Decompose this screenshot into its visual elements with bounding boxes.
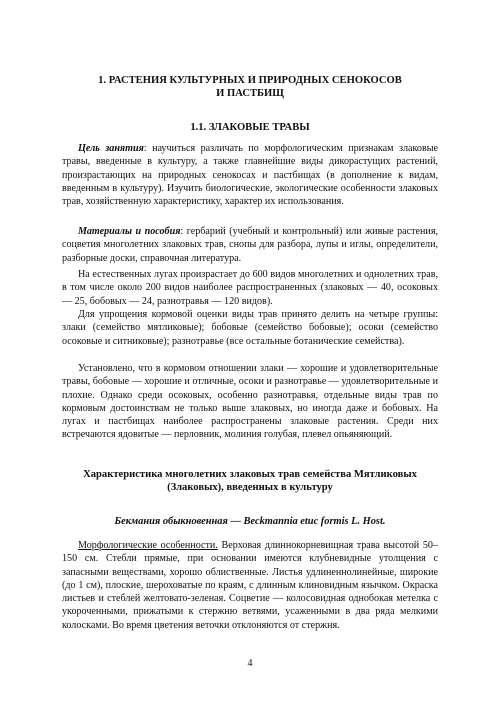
chapter-title-line2: И ПАСТБИЩ bbox=[216, 88, 284, 99]
morphology-label: Морфологические особенности. bbox=[78, 540, 218, 551]
characteristics-heading-line2: (Злаковых), введенных в культуру bbox=[167, 482, 333, 493]
paragraph-groups: Для упрощения кормовой оценки виды трав принято делить на четыре группы: злаки (семейство мятликовые); бобовые (семейство бобовые); осоки (семейство осоковые и ситниковые); разнотравье (все остальные ботанические семейства). bbox=[62, 309, 438, 347]
morphology-paragraph bbox=[62, 539, 438, 632]
materials-paragraph bbox=[62, 225, 438, 265]
materials-text: : гербарий (учебный и контрольный) или живые растения, соцветия многолетних злаковых трав, снопы для разбора, лупы и иглы, определители, разборные доски, справочная литература. bbox=[62, 226, 438, 264]
goal-paragraph bbox=[62, 142, 438, 208]
page-number: 4 bbox=[247, 658, 253, 669]
species-heading: Бекмания обыкновенная — Beckmannia etuc formis L. Host. bbox=[114, 516, 386, 527]
paragraph-feed-value: Установлено, что в кормовом отношении злаки — хорошие и удовлетворительные травы, бобовые — хорошие и отличные, осоки и разнотравье — удовлетворительные и плохие. Однако среди осоковых, особенно разнотравья, отдельные виды трав по кормовым достоинствам не только выше злаковых, но иногда даже и бобовых. На лугах и пастбищах наиболее распространены злаковые растения. Среди них встречаются ядовитые — перловник, молиния голубая, плевел опьяняющий. bbox=[62, 363, 438, 441]
paragraph-species-count: На естественных лугах произрастает до 600 видов многолетних и однолетних трав, в том числе около 200 видов наиболее распространенных (злаковых — 40, осоковых — 25, бобовых — 24, разнотравья — 120 видов). bbox=[62, 269, 438, 307]
characteristics-heading-line1: Характеристика многолетних злаковых трав семейства Мятликовых bbox=[83, 469, 417, 480]
morphology-text: Верховая длиннокорневищная трава высотой 50–150 см. Стебли прямые, при основании имеются клубневидные утолщения с запасными веществами, хорошо облиственные. Листья удлиненнолинейные, широкие (до 1 см), плоские, шероховатые по краям, с длинным клиновидным язычком. Окраска листьев и стеблей желтовато-зеленая. Соцветие — колосовидная однобокая метелка с укороченными, прижатыми к стержню ветвями, усаженными в два ряда мелкими колосками. Во время цветения веточки отклоняются от стержня. bbox=[62, 540, 438, 631]
chapter-title-line1: 1. РАСТЕНИЯ КУЛЬТУРНЫХ И ПРИРОДНЫХ СЕНОКОСОВ bbox=[98, 75, 402, 86]
materials-label: Материалы и пособия bbox=[78, 226, 181, 237]
goal-label: Цель занятия bbox=[78, 143, 144, 154]
goal-text: : научиться различать по морфологическим признакам злаковые травы, введенные в культуру, а также главнейшие виды дикорастущих растений, произрастающих на природных сенокосах и пастбищах (в дополнение к видам, введенным в культуру). Изучить биологические, экологические особенности злаковых трав, хозяйственную характеристику, характер их использования. bbox=[62, 143, 438, 208]
section-title: 1.1. ЗЛАКОВЫЕ ТРАВЫ bbox=[190, 122, 310, 133]
chapter-title bbox=[62, 74, 438, 100]
characteristics-heading bbox=[62, 468, 438, 494]
